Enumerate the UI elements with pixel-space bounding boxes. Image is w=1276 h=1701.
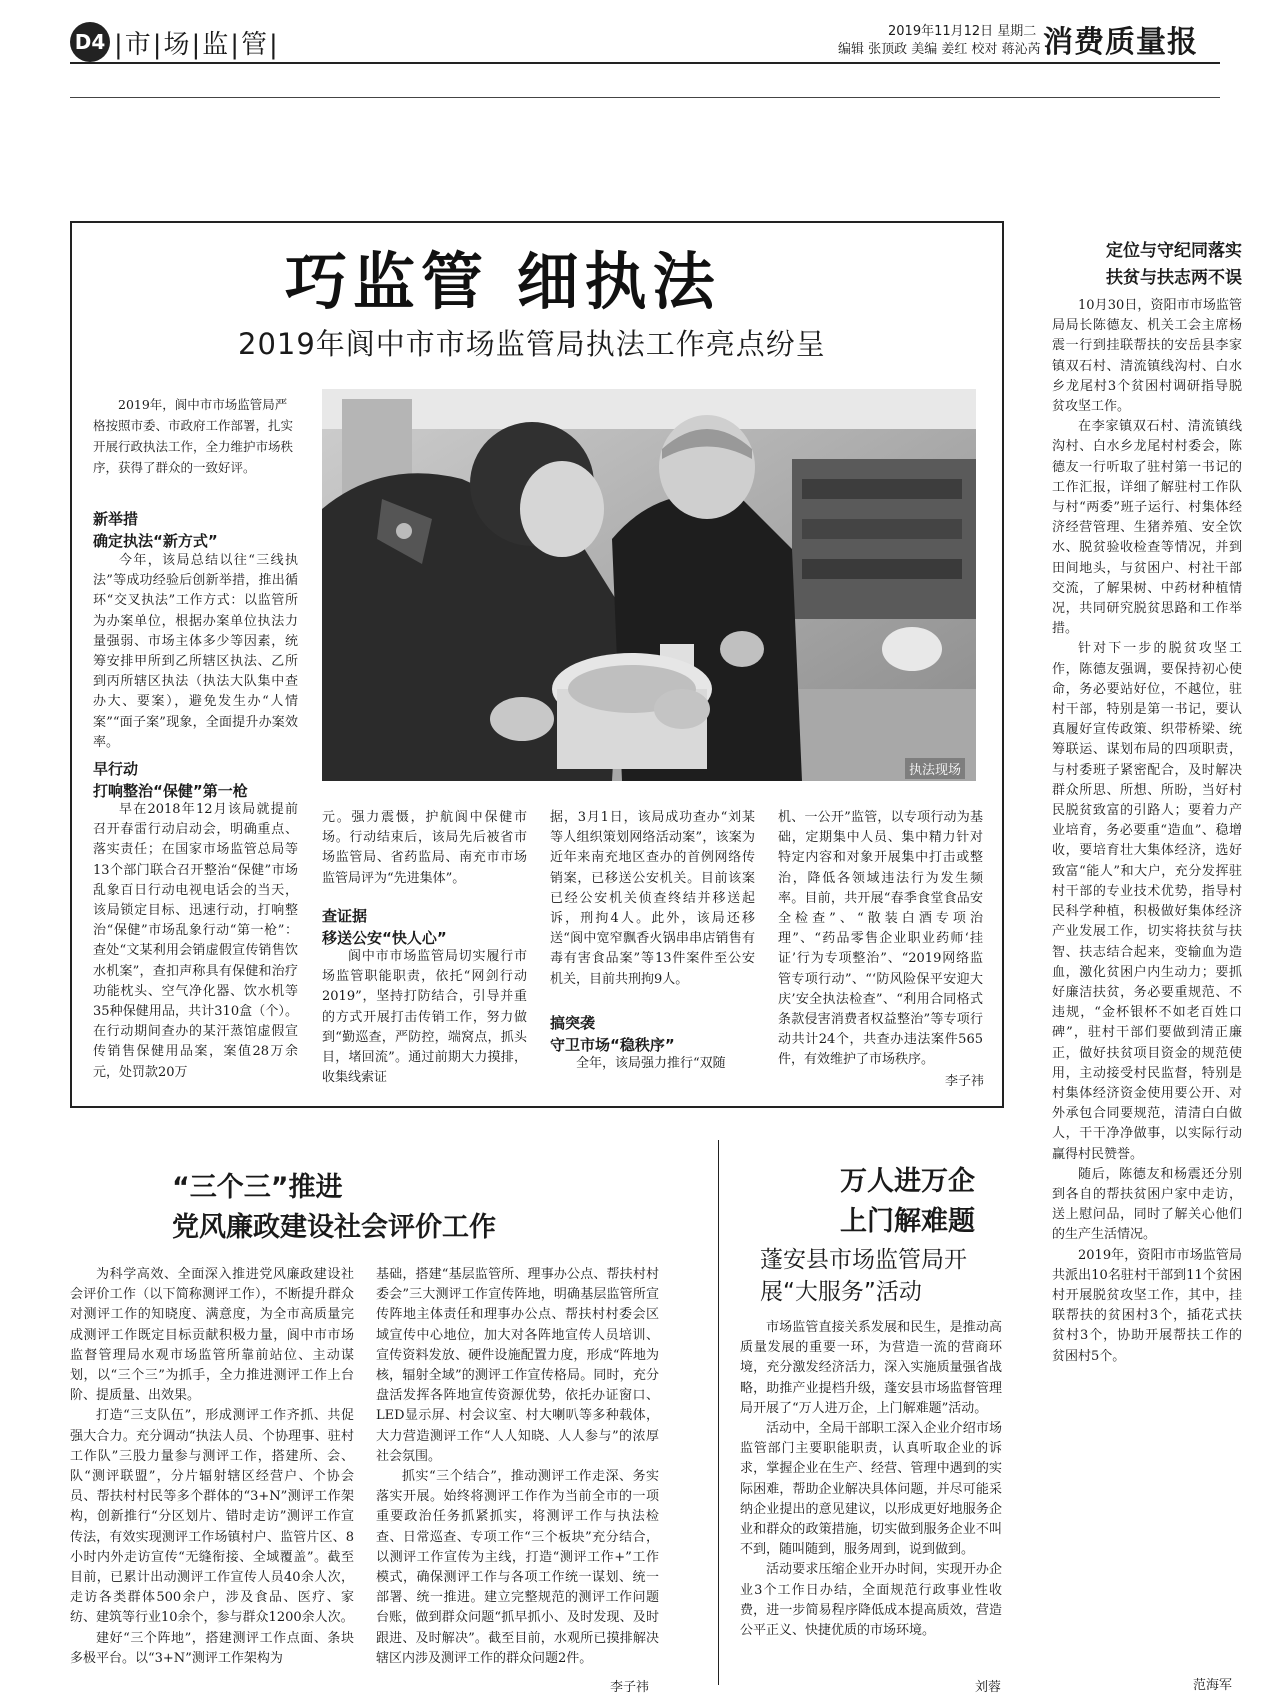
photo-caption: 执法现场 [905,758,965,779]
column2-continuation: 元。强力震慑，护航阆中保健市场。行动结束后，该局先后被省市场监管局、省药监局、南充市市场监管局评为“先进集体”。 [322,810,527,886]
enforcement-photo-illustration [322,389,976,781]
column-rule [718,1140,719,1685]
section-subhead-new-method: 确定执法“新方式” [93,532,218,550]
section-subhead-health-products: 打响整治“保健”第一枪 [93,782,248,800]
feature-byline: 李子祎 [945,1074,985,1089]
bottom-left-byline: 李子祎 [610,1680,650,1695]
bottom-left-paragraph: 抓实“三个结合”，推动测评工作走深、务实落实开展。始终将测评工作作为当前全市的一项重要政治任务抓紧抓实，将测评工作与执法检查、日常巡查、专项工作“三个板块”充分结合，以测评工作宣传为主线，打造“测评工作+”工作模式，确保测评工作与各项工作统一谋划、统一部署、统一推进。建立完整规范的测评工作问题台账，做到群众问题“抓早抓小、及时发现、及时跟进、及时解决”。截至目前，水观所已摸排解决辖区内涉及测评工作的群众问题2件。 [376,1469,659,1666]
section-body-new-measures: 今年，该局总结以往“三线执法”等成功经验后创新举措，推出循环“交叉执法”工作方式：以监管所为办案单位，根据办案单位执法力量强弱、市场主体多少等因素，统筹安排甲所到乙所辖区执法、乙所到丙所辖区执法（执法大队集中查办大、要案），避免发生办“人情案”“面子案”现象，全面提升办案效率。 [93,553,298,750]
right-article-byline: 范海军 [1193,1678,1233,1693]
bottom-middle-subheadline: 蓬安县市场监管局开展“大服务”活动 [760,1247,967,1305]
bottom-middle-body [740,1318,1002,1668]
issue-date: 2019年11月12日 星期二 [888,24,1037,39]
bottom-left-headline-line1: “三个三”推进 [172,1172,343,1203]
column3-continuation: 据，3月1日，该局成功查办“刘某等人组织策划网络活动案”，该案为近年来南充地区查办的首例网络传销案，已移送公安机关。目前该案已经公安机关侦查终结并移送起诉，刑拘4人。此外，该局还移送“阆中宽窄飘香火锅串串店销售有毒有害食品案”等13件案件至公安机关，目前共刑拘9人。 [550,810,755,987]
right-paragraph: 在李家镇双石村、清流镇线沟村、白水乡龙尾村村委会，陈德友一行听取了驻村第一书记的工作汇报，详细了解驻村工作队与村“两委”班子运行、村集体经济经营管理、生猪养殖、安全饮水、脱贫验收检查等情况，并到田间地头，与贫困户、村社干部交流，了解果树、中药材种植情况，共同研究脱贫思路和工作举措。 [1052,419,1242,637]
bottom-left-headline [172,1168,496,1248]
section-body-evidence: 阆中市市场监管局切实履行市场监管职能职责，依托“网剑行动2019”，坚持打防结合，引导并重的方式开展打击传销工作，努力做到“勤巡查，严防控，端窝点，抓头目，堵回流”。通过前期大力摸排，收集线索证 [322,949,527,1086]
section-body-surprise-raid: 全年，该局强力推行“双随 [576,1056,726,1071]
right-article-body [1052,296,1242,1668]
header-divider [70,97,1220,98]
right-paragraph: 针对下一步的脱贫攻坚工作，陈德友强调，要保持初心使命，务必要站好位，不越位，驻村干部，特别是第一书记，要认真履好宣传政策、织带桥梁、统筹联运、谋划布局的四项职责，与村委班子紧密配合，及时解决群众所思、所想、所盼，当好村民脱贫致富的引路人；要着力产业培育，务必要重“造血”、稳增收，要培育壮大集体经济，选好致富“能人”和大户，充分发挥驻村干部的专业技术优势，指导村民科学种植，积极做好集体经济产业发展工作，切实将扶贫与扶智、扶志结合起来，变输血为造血，激化贫困户内生动力；要抓好廉洁扶贫，务必要重规范、不违规，“金杯银杯不如老百姓口碑”，驻村干部们要做到清正廉正，做好扶贫项目资金的规范使用，主动接受村民监督，特别是村集体经济资金使用要公开、对外承包合同要规范，清清白白做人，干干净净做事，以实际行动赢得村民赞誉。 [1052,641,1242,1162]
editor-credits: 编辑 张顶政 美编 姜红 校对 蒋沁芮 [838,42,1041,57]
bottom-middle-byline: 刘蓉 [975,1680,1002,1695]
bottom-left-paragraph: 打造“三支队伍”，形成测评工作齐抓、共促强大合力。充分调动“执法人员、个协理事、驻村工作队”三股力量参与测评工作，搭建所、会、队“测评联盟”，分片辐射辖区经营户、个协会员、帮扶村村民等多个群体的“3+N”测评工作架构，创新推行“分区划片、错时走访”测评工作宣传法，有效实现测评工作场镇村户、监管片区、8小时内外走访宣传“无缝衔接、全域覆盖”。截至目前，已累计出动测评工作宣传人员40余人次，走访各类群体500余户，涉及食品、医疗、家纺、建筑等行业10余个，参与群众1200余人次。 [70,1408,354,1626]
bottom-middle-paragraph: 活动中，全局干部职工深入企业介绍市场监管部门主要职能职责，认真听取企业的诉求，掌握企业在生产、经营、管理中遇到的实际困难，帮助企业解决具体问题，并尽可能采纳企业提出的意见建议，以形成更好地服务企业和群众的政策措施，切实做到服务企业不叫不到，随叫随到，服务周到，说到做到。 [740,1421,1002,1558]
right-paragraph: 10月30日，资阳市市场监管局局长陈德友、机关工会主席杨震一行到挂联帮扶的安岳县李家镇双石村、清流镇线沟村、白水乡龙尾村3个贫困村调研指导脱贫攻坚工作。 [1052,298,1242,415]
bottom-middle-headline-line2: 上门解难题 [840,1206,975,1237]
section-subhead-market-order: 守卫市场“稳秩序” [550,1036,675,1054]
masthead-rule [70,62,1220,64]
column4-text: 机、一公开”监管，以专项行动为基础，定期集中人员、集中精力针对特定内容和对象开展集中打击或整治，降低各领域违法行为发生频率。目前，共开展“春季食堂食品安全检查”、“散装白酒专项治理”、“药品零售企业职业药师‘挂证’行为专项整治”、“2019网络监管专项行动”、“‘防风险保平安迎大庆’安全执法检查”、“利用合同格式条款侵害消费者权益整治”等专项行动共计24个，共查办违法案件565件，有效维护了市场秩序。 [778,810,983,1068]
section-kicker-evidence: 查证据 [322,907,368,925]
bottom-middle-paragraph: 活动要求压缩企业开办时间，实现开办企业3个工作日办结，全面规范行政事业性收费，进一步简易程序降低成本提高质效，营造公平正义、快捷优质的市场环境。 [740,1562,1002,1639]
newspaper-title: 消费质量报 [1043,25,1198,60]
section-kicker-early-action: 早行动 [93,760,139,778]
bottom-middle-headline-line1: 万人进万企 [840,1166,975,1197]
bottom-left-column-2 [376,1265,659,1670]
right-headline-line1: 定位与守纪同落实 [1106,241,1242,261]
right-headline-line2: 扶贫与扶志两不误 [1106,268,1242,288]
feature-subheadline: 2019年阆中市市场监管局执法工作亮点纷呈 [238,327,826,361]
bottom-left-headline-line2: 党风廉政建设社会评价工作 [172,1212,496,1243]
bottom-middle-headline [800,1162,1015,1242]
bottom-left-paragraph: 为科学高效、全面深入推进党风廉政建设社会评价工作（以下简称测评工作），不断提升群众对测评工作的知晓度、满意度，为全市高质量完成测评工作既定目标贡献积极力量，阆中市市场监督管理局水观市场监管所靠前站位、主动谋划，以“三个三”为抓手，全力推进测评工作上台阶、提质量、出效果。 [70,1267,354,1404]
feature-headline: 巧监管 细执法 [285,245,721,318]
bottom-middle-paragraph: 市场监管直接关系发展和民生，是推动高质量发展的重要一环，为营造一流的营商环境，充分激发经济活力，深入实施质量强省战略，助推产业提档升级，蓬安县市场监督管理局开展了“万人进万企，上门解难题”活动。 [740,1320,1002,1416]
bottom-left-paragraph: 基础，搭建“基层监管所、理事办公点、帮扶村村委会”三大测评工作宣传阵地，明确基层监管所宣传阵地主体责任和理事办公点、帮扶村村委会区域宣传中心地位，加大对各阵地宣传人员培训、宣传资料发放、硬件设施配置力度，形成“阵地为核，辐射全域”的测评工作宣传格局。同时，充分盘活发挥各阵地宣传资源优势，依托办证窗口、LED显示屏、村会议室、村大喇叭等多种载体，大力营造测评工作“人人知晓、人人参与”的浓厚社会氛围。 [376,1267,659,1464]
section-name: |市|场|监|管| [114,30,280,60]
enforcement-photo [322,389,976,781]
section-kicker-new-measures: 新举措 [93,510,139,528]
right-paragraph: 2019年，资阳市市场监管局共派出10名驻村干部到11个贫困村开展脱贫攻坚工作，其中，挂联帮扶的贫困村3个，插花式扶贫村3个，协助开展帮扶工作的贫困村5个。 [1052,1247,1242,1364]
right-paragraph: 随后，陈德友和杨震还分别到各自的帮扶贫困户家中走访，送上慰问品，同时了解关心他们的生产生活情况。 [1052,1166,1242,1243]
bottom-left-column-1 [70,1265,354,1695]
feature-lead-paragraph: 2019年，阆中市市场监管局严格按照市委、市政府工作部署，扎实开展行政执法工作，全力维护市场秩序，获得了群众的一致好评。 [93,397,294,475]
right-article-headline [1052,238,1242,292]
bottom-left-paragraph: 建好“三个阵地”，搭建测评工作点面、条块多极平台。以“3+N”测评工作架构为 [70,1630,354,1666]
section-subhead-police-transfer: 移送公安“快人心” [322,929,447,947]
page-number-badge: D4 [70,22,110,62]
section-kicker-surprise-raid: 搞突袭 [550,1014,596,1032]
section-body-early-action: 早在2018年12月该局就提前召开春雷行动启动会，明确重点、落实责任；在国家市场监管总局等13个部门联合召开整治“保健”市场乱象百日行动电视电话会的当天，该局锁定目标、迅速行动，打响整治“保健”市场乱象行动“第一枪”：查处“文某利用会销虚假宣传销售饮水机案”，查扣声称具有保健和治疗功能枕头、空气净化器、饮水机等35种保健用品，共计310盒（个）。在行动期间查办的某汗蒸馆虚假宣传销售保健用品案，案值28万余元，处罚款20万 [93,802,298,1080]
